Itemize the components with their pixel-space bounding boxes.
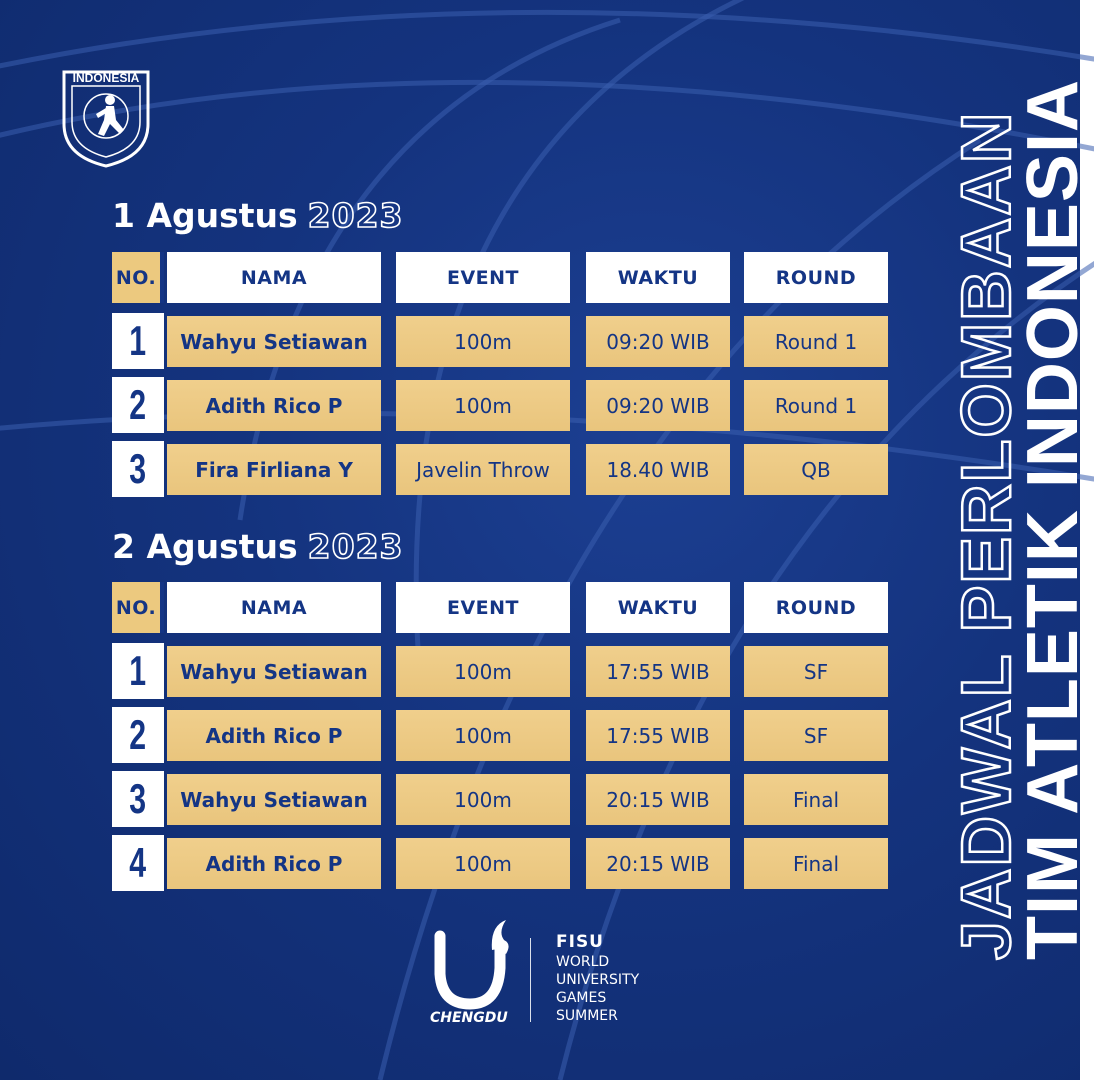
row-number: 3: [112, 441, 164, 497]
header-waktu: WAKTU: [586, 582, 730, 633]
athlete-name: Wahyu Setiawan: [167, 774, 381, 825]
time-cell: 09:20 WIB: [586, 380, 730, 431]
athlete-name: Adith Rico P: [167, 380, 381, 431]
event-cell: 100m: [396, 838, 570, 889]
event-cell: 100m: [396, 380, 570, 431]
fisu-line-summer: SUMMER: [556, 1008, 618, 1024]
round-cell: Round 1: [744, 316, 888, 367]
fisu-line-university: UNIVERSITY: [556, 972, 640, 988]
day1-date: 1 Agustus: [112, 196, 298, 235]
header-nama: NAMA: [167, 252, 381, 303]
svg-text:INDONESIA: INDONESIA: [72, 71, 140, 85]
event-cell: 100m: [396, 646, 570, 697]
time-cell: 17:55 WIB: [586, 646, 730, 697]
event-cell: 100m: [396, 316, 570, 367]
event-cell: 100m: [396, 774, 570, 825]
round-cell: Final: [744, 838, 888, 889]
chengdu-label: CHENGDU: [430, 1010, 508, 1026]
fisu-label: FISU: [556, 932, 604, 952]
athlete-name: Wahyu Setiawan: [167, 316, 381, 367]
round-cell: SF: [744, 710, 888, 761]
time-cell: 09:20 WIB: [586, 316, 730, 367]
time-cell: 18.40 WIB: [586, 444, 730, 495]
round-cell: Round 1: [744, 380, 888, 431]
header-event: EVENT: [396, 582, 570, 633]
header-nama: NAMA: [167, 582, 381, 633]
round-cell: QB: [744, 444, 888, 495]
day1-title: [112, 196, 404, 235]
round-cell: Final: [744, 774, 888, 825]
day2-date: 2 Agustus: [112, 527, 298, 566]
row-number: 4: [112, 835, 164, 891]
row-number: 2: [112, 707, 164, 763]
runner-icon: [96, 95, 124, 136]
header-round: ROUND: [744, 582, 888, 633]
fisu-line-world: WORLD: [556, 954, 610, 970]
event-cell: 100m: [396, 710, 570, 761]
row-number: 1: [112, 313, 164, 369]
athlete-name: Adith Rico P: [167, 838, 381, 889]
row-number: 3: [112, 771, 164, 827]
time-cell: 17:55 WIB: [586, 710, 730, 761]
footer-divider: [530, 938, 531, 1022]
header-waktu: WAKTU: [586, 252, 730, 303]
day1-year: 2023: [307, 196, 404, 235]
pasi-logo: [50, 58, 162, 170]
header-no: NO.: [112, 582, 164, 633]
chengdu-u-logo: [432, 918, 512, 1010]
day2-title: [112, 527, 404, 566]
row-number: 2: [112, 377, 164, 433]
header-round: ROUND: [744, 252, 888, 303]
event-cell: Javelin Throw: [396, 444, 570, 495]
day2-year: 2023: [307, 527, 404, 566]
row-number: 1: [112, 643, 164, 699]
athlete-name: Fira Firliana Y: [167, 444, 381, 495]
headline-solid: TIM ATLETIK INDONESIA: [1013, 79, 1093, 960]
athlete-name: Adith Rico P: [167, 710, 381, 761]
round-cell: SF: [744, 646, 888, 697]
header-no: NO.: [112, 252, 164, 303]
fisu-line-games: GAMES: [556, 990, 607, 1006]
time-cell: 20:15 WIB: [586, 774, 730, 825]
headline-outline: JADWAL PERLOMBAAN: [947, 110, 1025, 960]
header-event: EVENT: [396, 252, 570, 303]
time-cell: 20:15 WIB: [586, 838, 730, 889]
athlete-name: Wahyu Setiawan: [167, 646, 381, 697]
